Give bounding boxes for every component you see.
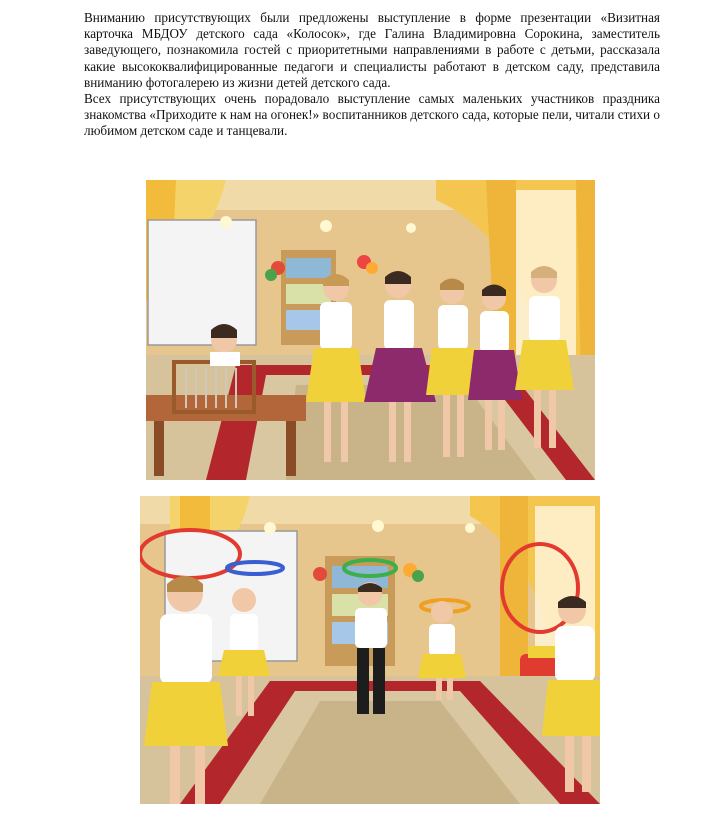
paragraph-presentation: Вниманию присутствующих были предложены выступление в форме презентации «Визитная карточка МБДОУ детского сада «Колосок», где Галина Владимировна Сорокина, заместитель заведующего, познакомила гостей с приоритетными направлениями в работе с детьми, рассказала какие высококвалифицированные педагоги и специалисты работают в детском саду, представила вниманию фотогалерею из жизни детей детского сада. — [84, 10, 660, 90]
paragraph-performance: Всех присутствующих очень порадовало выступление самых маленьких участников праздника знакомства «Приходите к нам на огонек!» воспитанников детского сада, которые пели, читали стихи о любимом детском саде и танцевали. — [84, 91, 660, 139]
children-with-hoops-photo — [140, 496, 600, 804]
article-text — [84, 10, 660, 140]
children-performing-photo — [146, 180, 595, 480]
